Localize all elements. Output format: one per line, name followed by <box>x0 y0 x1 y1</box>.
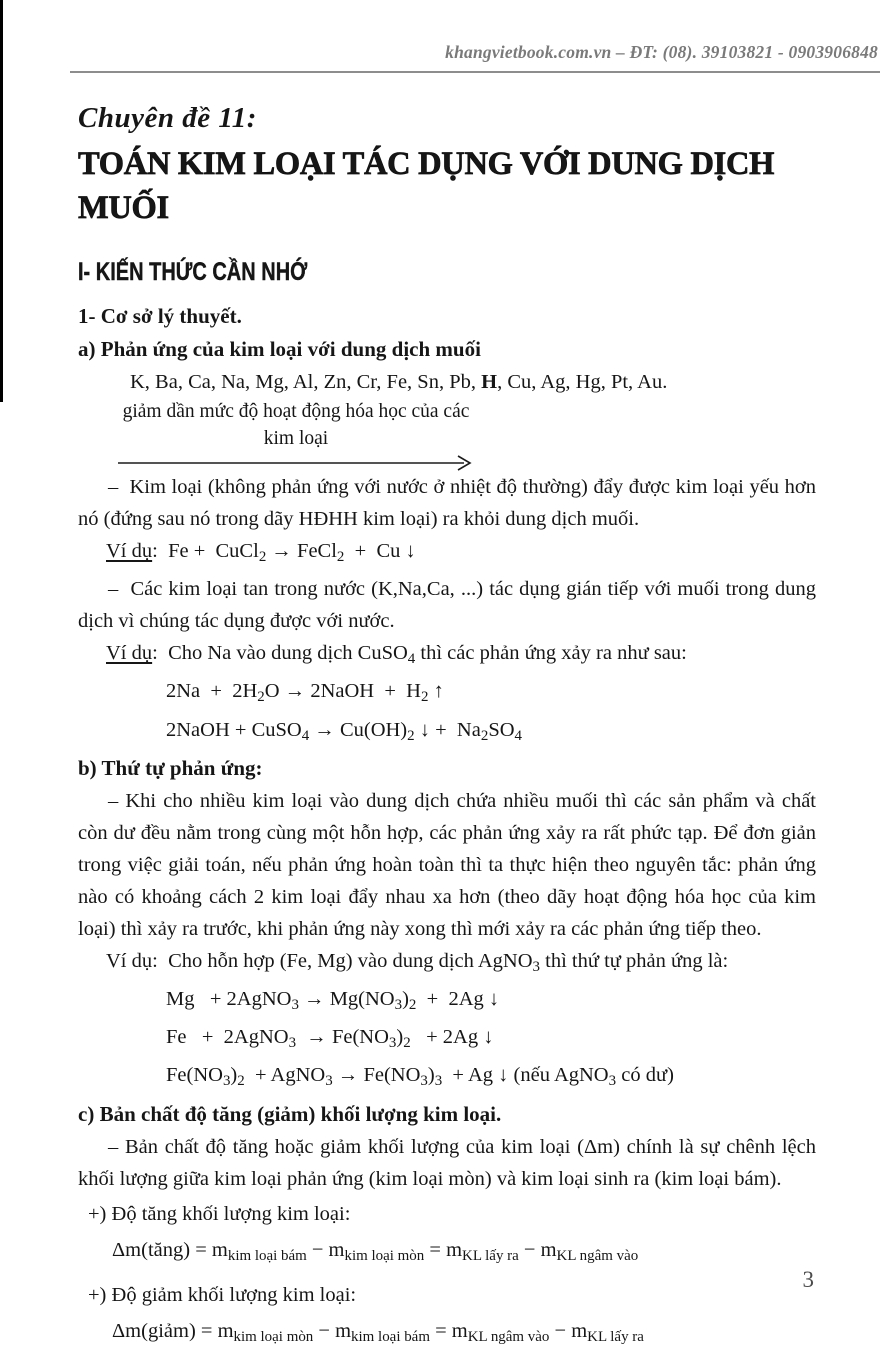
equation-mg-agno3: Mg + 2AgNO$_3$ → $Mg(NO_3)_2 + 2Ag$ ↓ <box>166 987 500 1014</box>
right-arrow-icon <box>118 453 474 471</box>
activity-trend-caption: giảm dần mức độ hoạt động hóa học của các kim loại <box>122 401 470 449</box>
part-b-heading: b) Thứ tự phản ứng: <box>78 755 263 780</box>
example-1-equation: : Fe + CuCl$_2$ → FeCl$_2$ + Cu ↓ <box>152 540 416 566</box>
metal-activity-series: K, Ba, Ca, Na, Mg, Al, Zn, Cr, Fe, Sn, Pb, H, Cu, Ag, Hg, Pt, Au. <box>130 371 668 393</box>
example-1 <box>106 535 816 573</box>
example-3-label: Ví dụ <box>106 949 153 972</box>
mass-decrease-formula: Δm(giảm) = $m_{kim loại mòn} - m_{kim loại bám} = m_{KL ngâm vào} - m_{KL lấy ra}$ <box>112 1319 644 1345</box>
equation-feno32-agno3: $Fe(NO_3)_2$ + AgNO$_3$ → $Fe(NO_3)_3 + Ag$ ↓ (nếu AgNO$_3$ có dư) <box>166 1064 674 1090</box>
example-3 <box>106 945 816 983</box>
running-header: khangvietbook.com.vn – ĐT: (08). 39103821 - 0903906848 <box>445 42 878 62</box>
chapter-title: TOÁN KIM LOẠI TÁC DỤNG VỚI DUNG DỊCH MUỐI <box>78 146 775 226</box>
paragraph-mass-change: – Bản chất độ tăng hoặc giảm khối lượng của kim loại (Δm) chính là sự chênh lệch khối lượng giữa kim loại phản ứng (kim loại mòn) và kim loại sinh ra (kim loại bám). <box>78 1135 822 1190</box>
theory-heading: 1- Cơ sở lý thuyết. <box>78 304 242 328</box>
equation-fe-agno3: Fe + 2AgNO$_3$ → $Fe(NO_3)_2 + 2Ag$ ↓ <box>166 1026 494 1052</box>
header-divider <box>70 71 880 73</box>
example-2-label: Ví dụ <box>106 642 153 665</box>
page-number: 3 <box>802 1267 814 1292</box>
section-heading-text: I- KIẾN THỨC CẦN NHỚ <box>78 258 308 286</box>
mass-increase-label: +) Độ tăng khối lượng kim loại: <box>88 1202 351 1225</box>
example-3-text: : Cho hỗn hợp (Fe, Mg) vào dung dịch AgNO$_3$ thì thứ tự phản ứng là: <box>152 949 729 975</box>
example-2 <box>106 637 816 675</box>
part-c-heading: c) Bản chất độ tăng (giảm) khối lượng kim loại. <box>78 1101 502 1126</box>
mass-increase-formula: Δm(tăng) = $m_{kim loại bám} - m_{kim loại mòn} = m_{KL lấy ra} - m_{KL ngâm vào}$ <box>112 1238 639 1264</box>
section-heading <box>78 256 816 290</box>
part-a-heading: a) Phản ứng của kim loại với dung dịch muối <box>78 337 481 361</box>
paragraph-soluble-metals: – Các kim loại tan trong nước (K,Na,Ca, ...) tác dụng gián tiếp với muối trong dung dịch vì chúng tác dụng được với nước. <box>78 578 822 633</box>
paragraph-displacement-rule: – Kim loại (không phản ứng với nước ở nhiệt độ thường) đẩy được kim loại yếu hơn nó (đứng sau nó trong dãy HĐHH kim loại) ra khỏi dung dịch muối. <box>78 476 822 530</box>
page-content <box>78 98 822 1357</box>
example-2-text: : Cho Na vào dung dịch CuSO$_4$ thì các phản ứng xảy ra như sau: <box>152 642 687 668</box>
equation-na-water: $2Na + 2H_2O$ → 2NaOH + $H_2$ ↑ <box>166 680 444 706</box>
paragraph-reaction-order: – Khi cho nhiều kim loại vào dung dịch chứa nhiều muối thì các sản phẩm và chất còn dư đều nằm trong cùng một hỗn hợp, các phản ứng xảy ra rất phức tạp. Để đơn giản trong việc giải toán, nếu phản ứng hoàn toàn thì ta thực hiện theo nguyên tắc: phản ứng nào có khoảng cách 2 kim loại đẩy nhau xa hơn (theo dãy hoạt động hóa học của kim loại) thì xảy ra trước, khi phản ứng này xong thì mới xảy ra các phản ứng tiếp theo. <box>78 789 822 940</box>
scan-edge-artifact <box>0 0 3 402</box>
activity-trend <box>118 398 474 471</box>
example-1-label: Ví dụ <box>106 540 153 562</box>
equation-naoh-cuso4: 2NaOH + CuSO$_4$ → $Cu(OH)_2$ ↓ + $Na_2SO_4$ <box>166 718 523 744</box>
mass-decrease-label: +) Độ giảm khối lượng kim loại: <box>88 1283 357 1306</box>
chapter-label: Chuyên đề 11: <box>78 102 257 134</box>
